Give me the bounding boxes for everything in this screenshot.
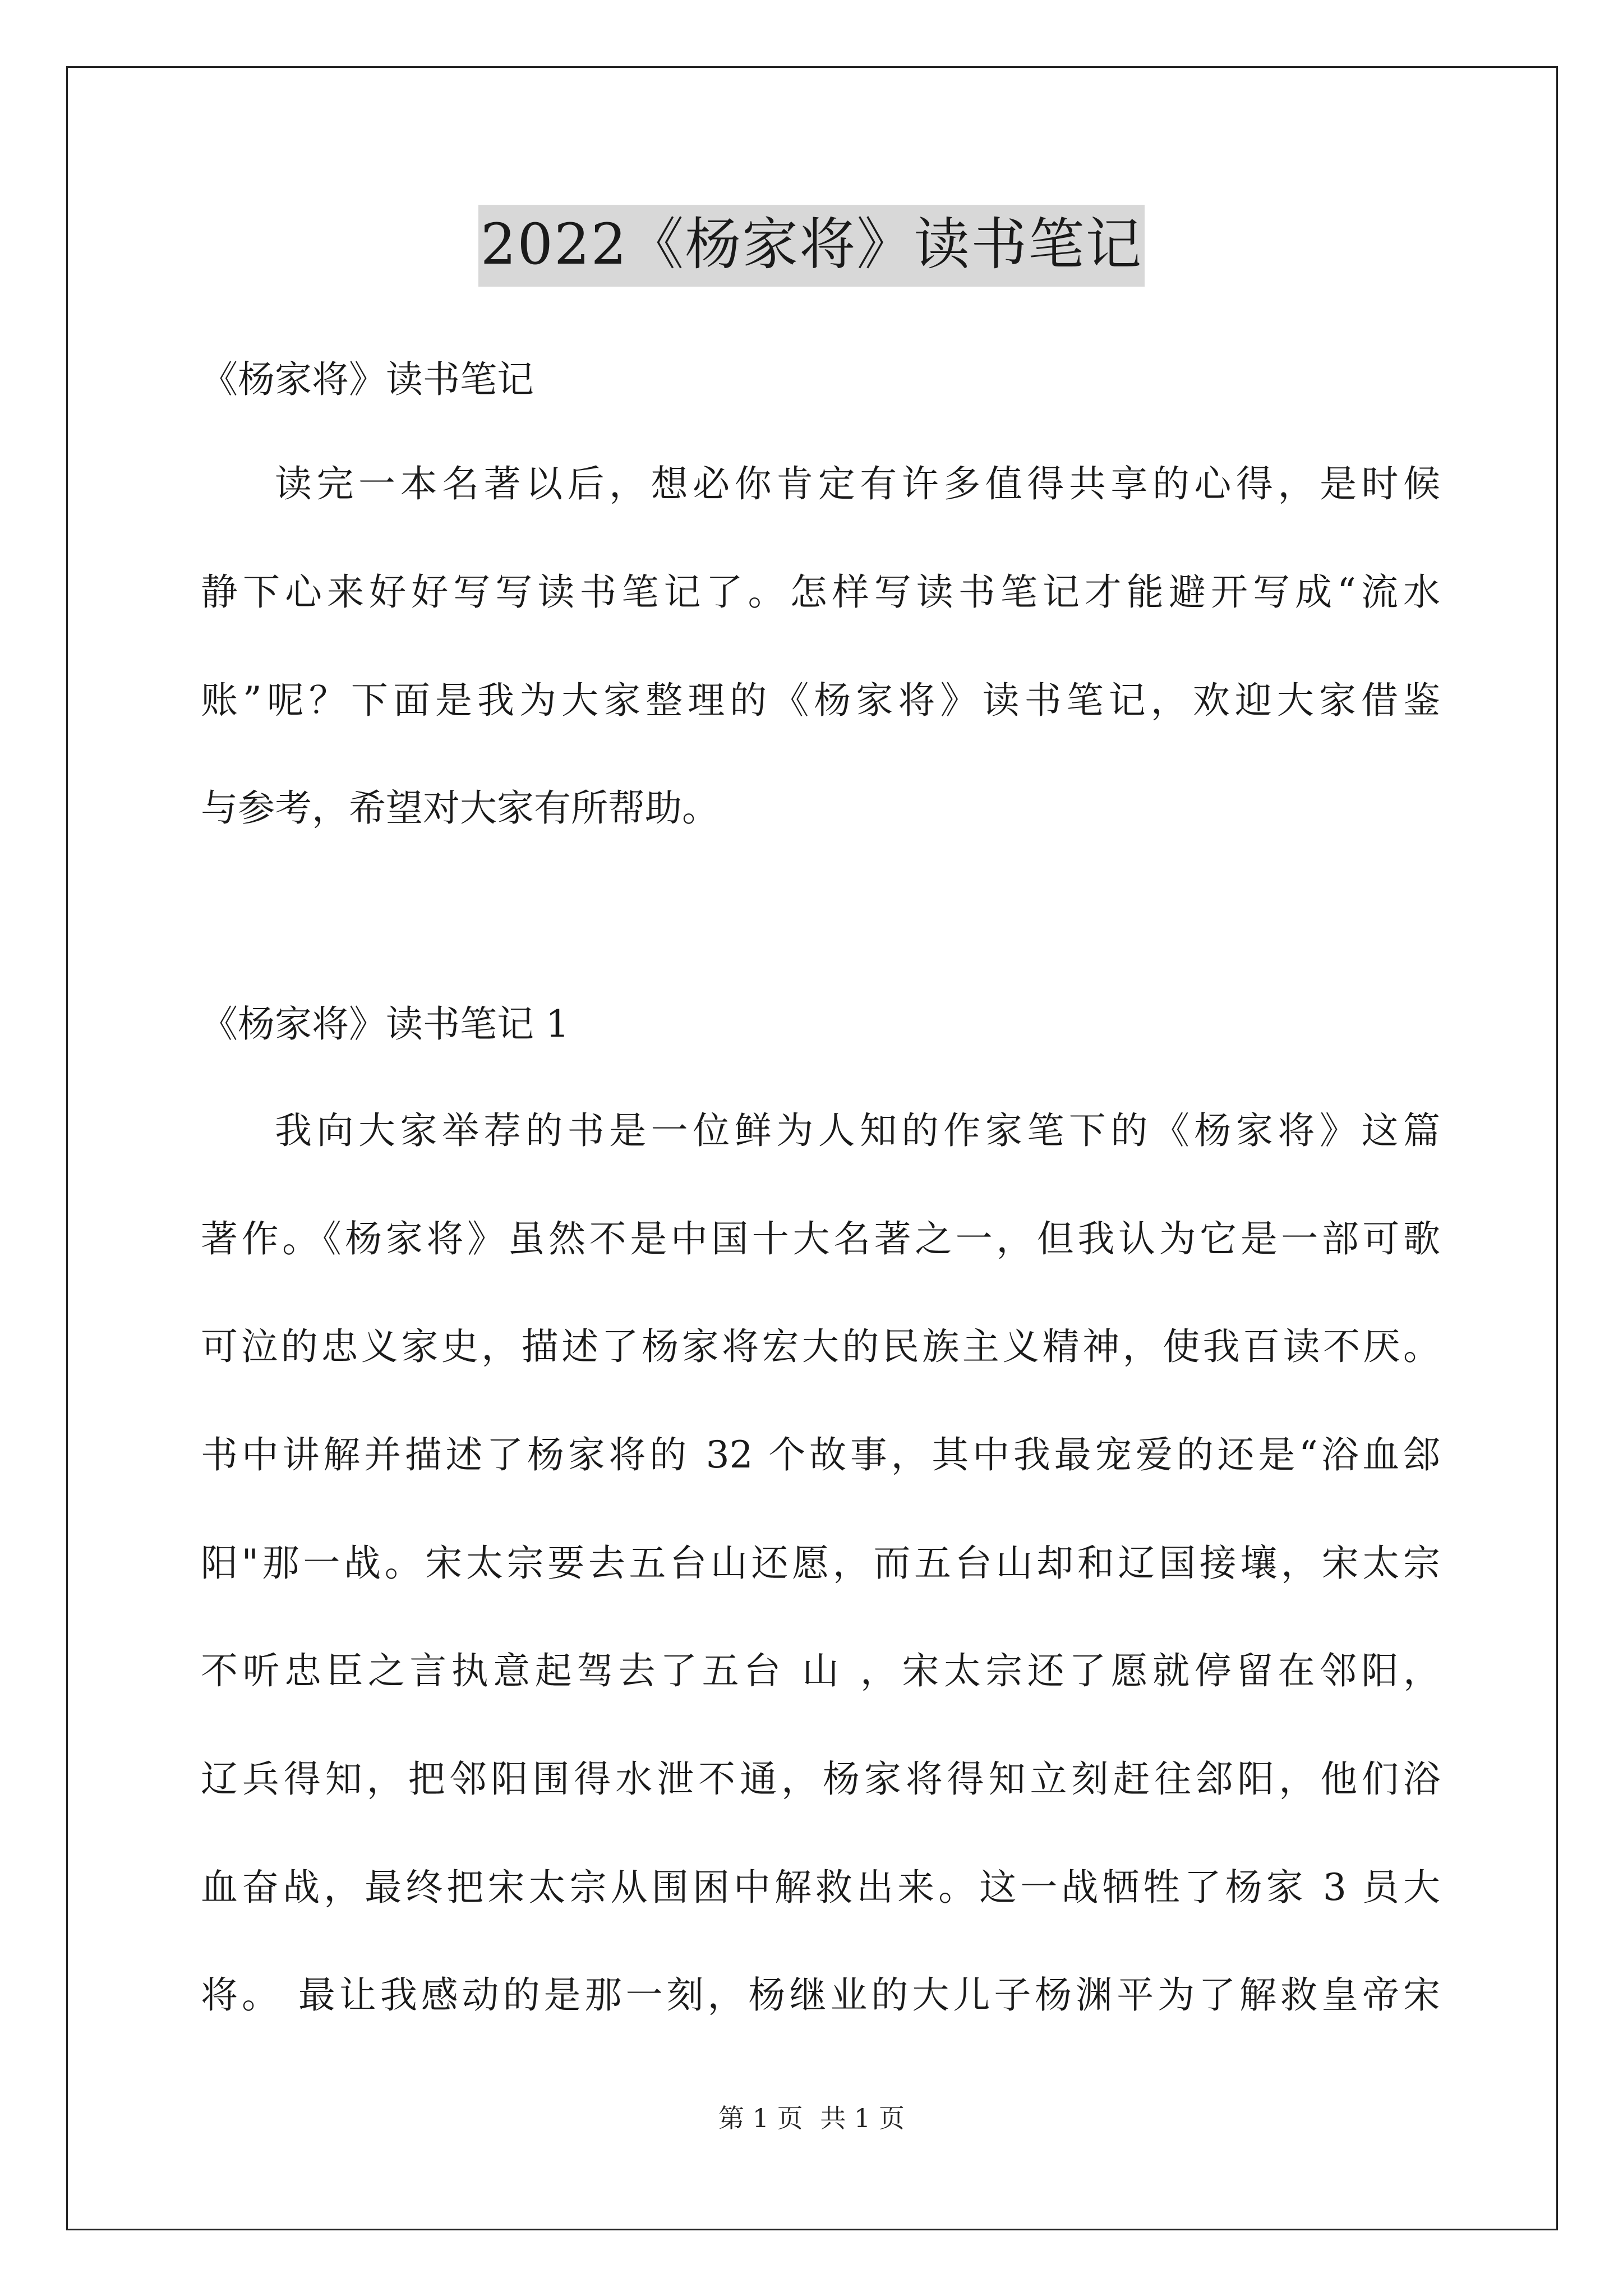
section1-line: 书中讲解并描述了杨家将的 32 个故事，其中我最宠爱的还是“浴血郐 (201, 1433, 1440, 1476)
document-title-text: 2022《杨家将》读书笔记 (478, 205, 1145, 287)
page-number: 第 1 页 (718, 2103, 803, 2133)
document-title (0, 205, 1623, 287)
intro-line: 与参考，希望对大家有所帮助。 (201, 786, 719, 830)
page-total: 共 1 页 (820, 2103, 905, 2133)
intro-line: 静下心来好好写写读书笔记了。怎样写读书笔记才能避开写成“流水 (201, 570, 1440, 614)
intro-line: 账”呢？下面是我为大家整理的《杨家将》读书笔记，欢迎大家借鉴 (201, 679, 1440, 722)
section1-line: 著作。《杨家将》虽然不是中国十大名著之一，但我认为它是一部可歌 (201, 1217, 1440, 1260)
section1-line: 将。 最让我感动的是那一刻，杨继业的大儿子杨渊平为了解救皇帝宋 (201, 1973, 1440, 2017)
section1-line: 可泣的忠义家史，描述了杨家将宏大的民族主义精神，使我百读不厌。 (201, 1325, 1440, 1368)
section1-heading: 《杨家将》读书笔记 1 (201, 1002, 569, 1046)
section1-line: 阳"那一战。宋太宗要去五台山还愿，而五台山却和辽国接壤，宋太宗 (201, 1542, 1440, 1585)
intro-line: 读完一本名著以后，想必你肯定有许多值得共享的心得，是时候 (275, 462, 1440, 505)
section1-line: 血奋战，最终把宋太宗从围困中解救出来。这一战牺牲了杨家 3 员大 (201, 1866, 1440, 1909)
section1-line: 辽兵得知，把邻阳围得水泄不通，杨家将得知立刻赶往郐阳，他们浴 (201, 1757, 1440, 1801)
section1-line: 不听忠臣之言执意起驾去了五台 山 ，宋太宗还了愿就停留在邻阳， (201, 1649, 1440, 1692)
section1-line: 我向大家举荐的书是一位鲜为人知的作家笔下的《杨家将》这篇 (275, 1109, 1440, 1152)
intro-heading: 《杨家将》读书笔记 (201, 358, 534, 401)
page-footer (0, 2098, 1623, 2135)
